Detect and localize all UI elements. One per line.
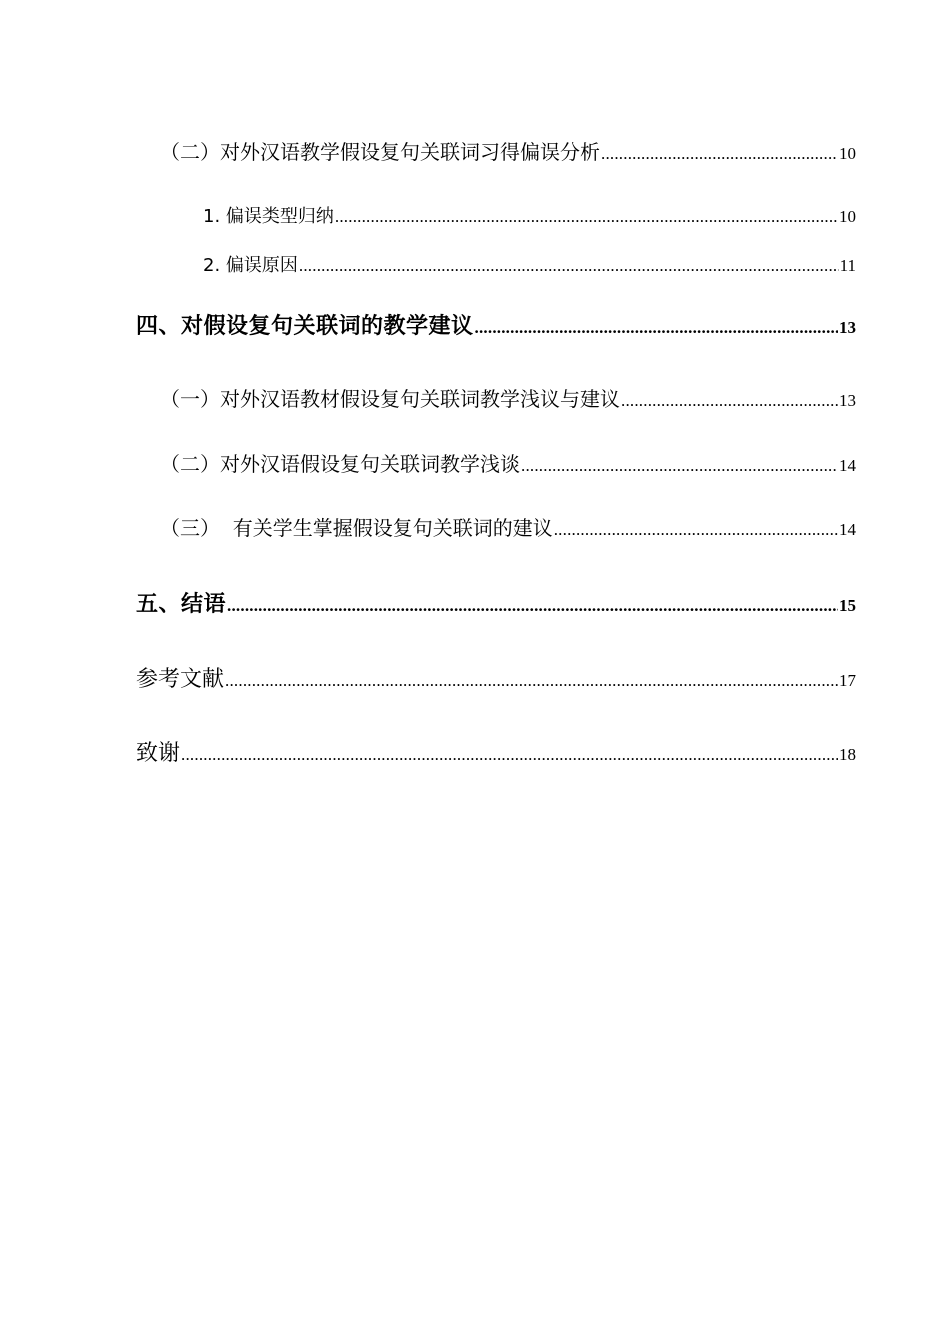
toc-dot-leader (181, 745, 838, 765)
toc-page-number: 10 (839, 144, 856, 163)
toc-page-number: 10 (839, 207, 856, 226)
toc-entry-section-3-2-2[interactable] (203, 251, 856, 277)
toc-entry-section-4-2[interactable] (160, 448, 856, 477)
toc-entry-title: 参考文献 (136, 667, 225, 692)
toc-page-number: 18 (839, 745, 856, 764)
toc-dot-leader (601, 144, 838, 164)
toc-dot-leader (335, 207, 838, 227)
toc-entry-section-3-2[interactable] (160, 136, 856, 165)
toc-entry-title: （二）对外汉语假设复句关联词教学浅谈 (160, 452, 520, 476)
toc-entry-chapter-5[interactable] (136, 587, 856, 618)
toc-page-number: 14 (839, 456, 856, 475)
toc-dot-leader (227, 596, 838, 616)
toc-entry-title: 五、结语 (136, 592, 227, 617)
toc-dot-leader (299, 256, 839, 276)
toc-entry-acknowledgements[interactable] (136, 736, 856, 767)
toc-entry-title: （二）对外汉语教学假设复句关联词习得偏误分析 (160, 140, 600, 164)
toc-entry-references[interactable] (136, 662, 856, 693)
toc-entry-section-3-2-1[interactable] (203, 202, 856, 228)
toc-entry-title: 四、对假设复句关联词的教学建议 (136, 314, 474, 339)
toc-dot-leader (554, 520, 838, 540)
toc-entry-section-4-3[interactable] (160, 512, 856, 541)
toc-entry-title: 1. 偏误类型归纳 (203, 206, 334, 227)
toc-dot-leader (521, 456, 838, 476)
toc-entry-title: 致谢 (136, 741, 181, 766)
toc-entry-title: 2. 偏误原因 (203, 255, 298, 276)
toc-dot-leader (225, 671, 838, 691)
toc-page-number: 13 (839, 391, 856, 410)
toc-page-number: 14 (839, 520, 856, 539)
toc-dot-leader (475, 318, 838, 338)
toc-entry-section-4-1[interactable] (160, 383, 856, 412)
toc-page-number: 15 (839, 596, 856, 615)
toc-entry-title: （三） 有关学生掌握假设复句关联词的建议 (160, 516, 553, 540)
toc-dot-leader (621, 391, 838, 411)
toc-page-number: 13 (839, 318, 856, 337)
toc-page-number: 11 (839, 256, 856, 275)
toc-entry-title: （一）对外汉语教材假设复句关联词教学浅议与建议 (160, 387, 620, 411)
toc-page-number: 17 (839, 671, 856, 690)
toc-entry-chapter-4[interactable] (136, 309, 856, 340)
